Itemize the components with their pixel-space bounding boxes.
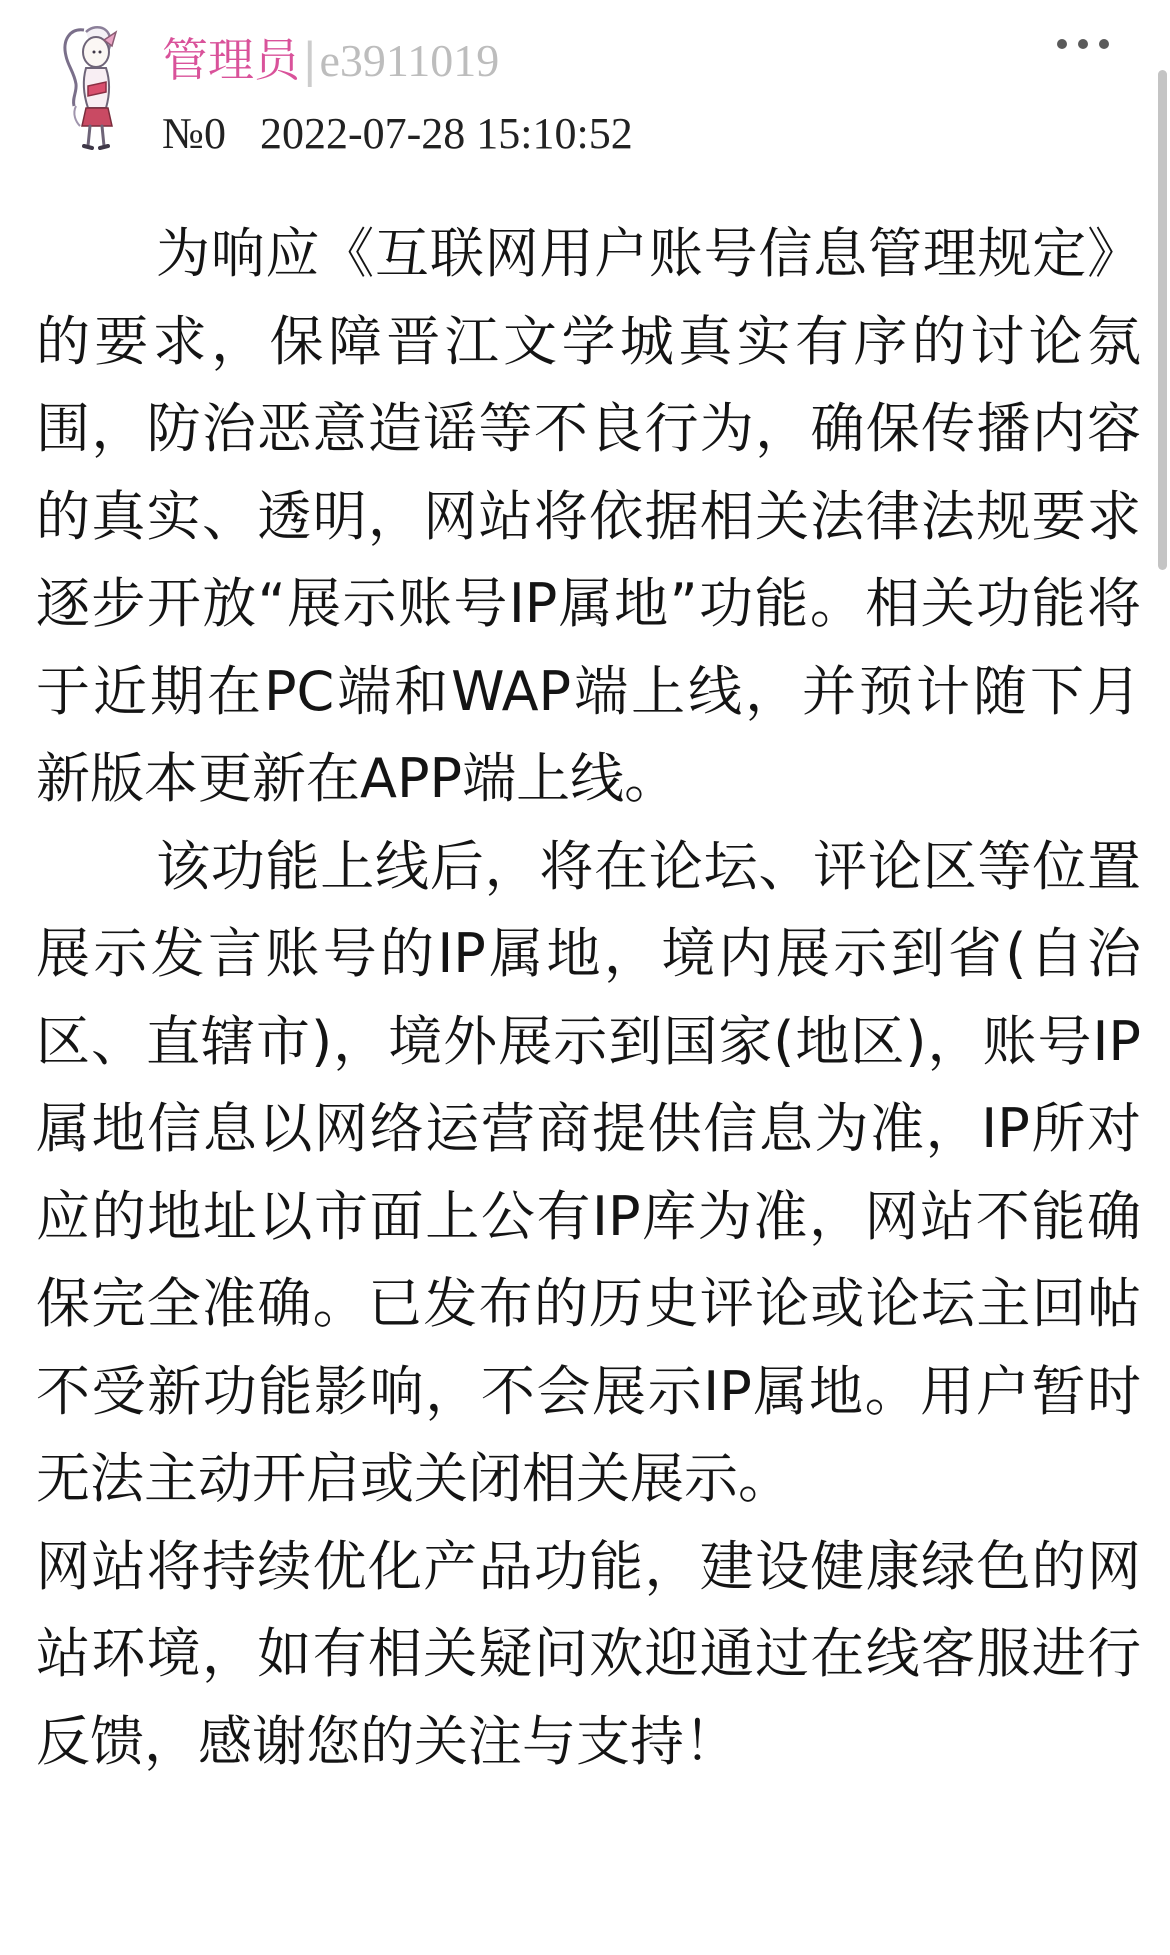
post-body xyxy=(36,210,1141,1785)
floor-number: №0 xyxy=(162,109,226,158)
author-name[interactable]: 管理员 xyxy=(162,33,300,87)
post-paragraph: 为响应《互联网用户账号信息管理规定》的要求，保障晋江文学城真实有序的讨论氛围，防治恶意造谣等不良行为，确保传播内容的真实、透明，网站将依据相关法律法规要求逐步开放“展示账号IP属地”功能。相关功能将于近期在PC端和WAP端上线，并预计随下月新版本更新在APP端上线。 xyxy=(36,222,1141,810)
scrollbar[interactable] xyxy=(1158,70,1167,570)
post-meta xyxy=(162,104,633,164)
author-separator: | xyxy=(302,33,318,87)
more-horizontal-icon xyxy=(1048,30,1118,74)
author-id: e3911019 xyxy=(319,35,500,86)
post-timestamp: 2022-07-28 15:10:52 xyxy=(259,109,633,158)
avatar-illustration-icon xyxy=(50,22,150,162)
more-button[interactable] xyxy=(1048,30,1118,74)
post-header xyxy=(0,0,1170,190)
post-paragraph: 该功能上线后，将在论坛、评论区等位置展示发言账号的IP属地，境内展示到省(自治区、直辖市)，境外展示到国家(地区)，账号IP属地信息以网络运营商提供信息为准，IP所对应的地址以市面上公有IP库为准，网站不能确保完全准确。已发布的历史评论或论坛主回帖不受新功能影响，不会展示IP属地。用户暂时无法主动开启或关闭相关展示。 xyxy=(36,834,1141,1510)
author-line xyxy=(162,28,499,93)
avatar[interactable] xyxy=(50,22,150,162)
post-paragraph: 网站将持续优化产品功能，建设健康绿色的网站环境，如有相关疑问欢迎通过在线客服进行反馈，感谢您的关注与支持！ xyxy=(36,1534,1141,1773)
